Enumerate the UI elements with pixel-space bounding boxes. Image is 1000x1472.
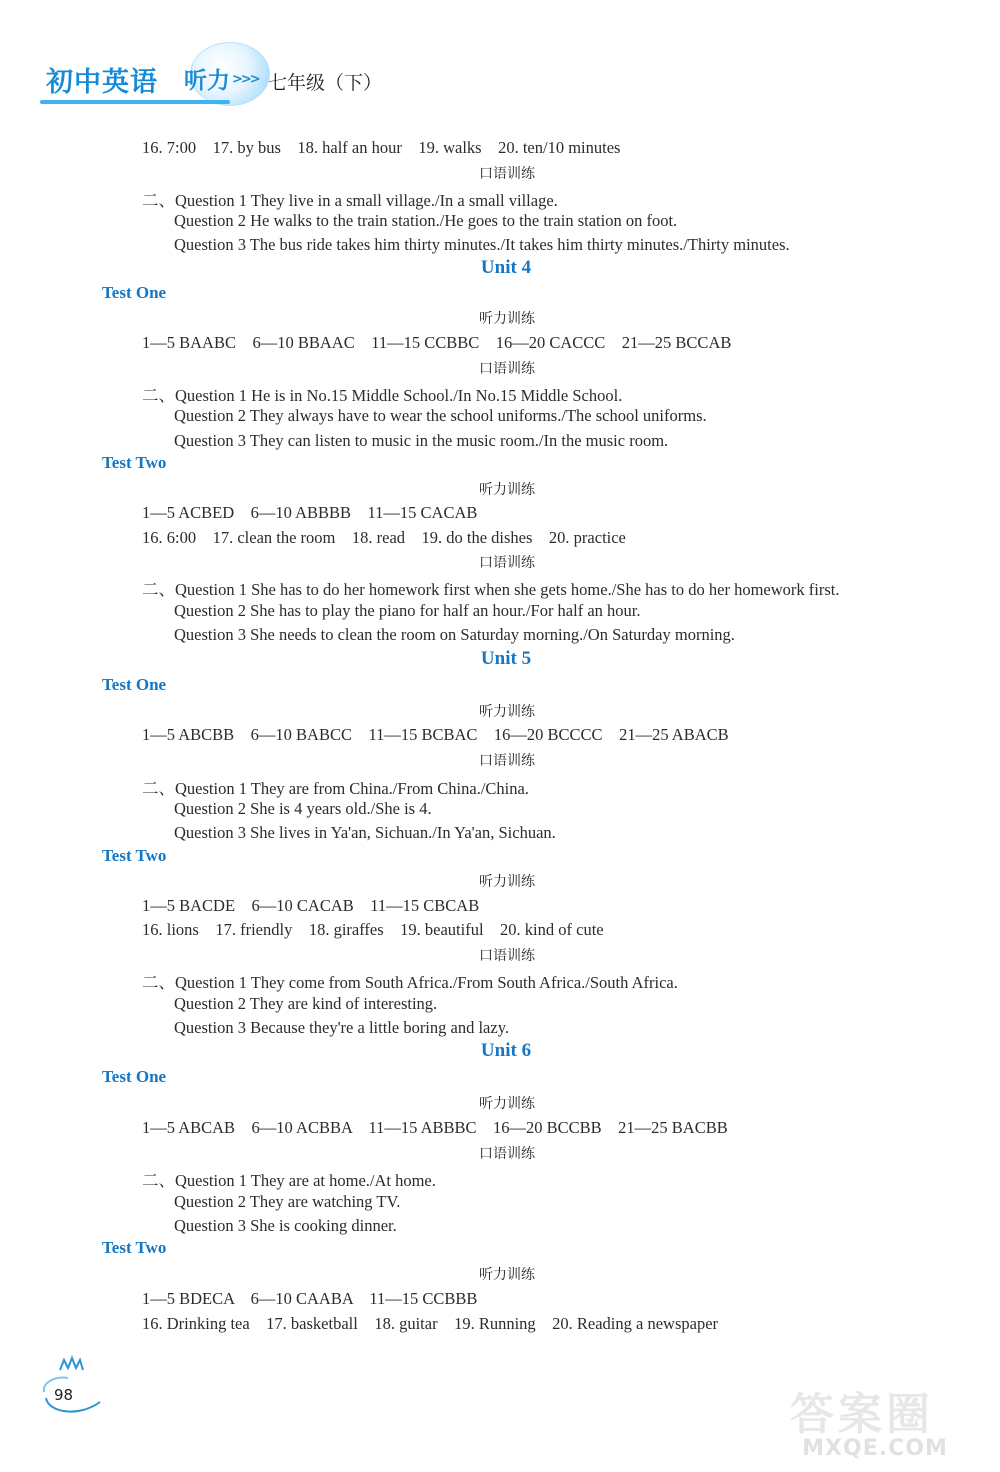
answer-line: 1—5 ABCBB 6—10 BABCC 11—15 BCBAC 16—20 BCCCC 21—25 ABACB (142, 725, 729, 744)
section-label: 听力训练 (479, 704, 535, 720)
answer-line: 二、Question 1 She has to do her homework first when she gets home./She has to do her homework first. (142, 580, 840, 599)
test-heading: Test Two (102, 846, 167, 865)
section-label: 听力训练 (479, 874, 535, 890)
watermark-logo: 答案圈 (790, 1389, 934, 1440)
section-label: 口语训练 (479, 166, 535, 182)
section-label: 口语训练 (479, 948, 535, 964)
page-header (40, 42, 460, 112)
answer-line: Question 3 They can listen to music in the music room./In the music room. (174, 431, 669, 450)
answer-line: 二、Question 1 He is in No.15 Middle School./In No.15 Middle School. (142, 386, 623, 405)
unit-heading: Unit 5 (480, 648, 532, 669)
book-subtitle: 听力 (184, 68, 230, 94)
section-label: 口语训练 (479, 753, 535, 769)
answer-line: 1—5 BACDE 6—10 CACAB 11—15 CBCAB (142, 896, 480, 915)
answer-line: 16. 6:00 17. clean the room 18. read 19. do the dishes 20. practice (142, 528, 626, 547)
answer-line: Question 3 Because they're a little boring and lazy. (174, 1018, 510, 1037)
test-heading: Test Two (102, 453, 167, 472)
watermark-url: MXQE.COM (802, 1436, 948, 1461)
answer-line: 16. Drinking tea 17. basketball 18. guitar 19. Running 20. Reading a newspaper (142, 1314, 719, 1333)
unit-heading: Unit 6 (480, 1040, 532, 1061)
answer-line: Question 2 She has to play the piano for half an hour./For half an hour. (174, 601, 641, 620)
answer-line: Question 3 She lives in Ya'an, Sichuan./In Ya'an, Sichuan. (174, 823, 556, 842)
answer-line: Question 2 They always have to wear the school uniforms./The school uniforms. (174, 406, 707, 425)
answer-line: 二、Question 1 They come from South Africa./From South Africa./South Africa. (142, 973, 678, 992)
answer-line: 1—5 BAABC 6—10 BBAAC 11—15 CCBBC 16—20 CACCC 21—25 BCCAB (142, 333, 732, 352)
section-label: 口语训练 (479, 361, 535, 377)
section-label: 听力训练 (479, 311, 535, 327)
header-underline (40, 100, 230, 104)
answer-line: Question 3 The bus ride takes him thirty minutes./It takes him thirty minutes./Thirty minutes. (174, 235, 790, 254)
answer-line: 16. 7:00 17. by bus 18. half an hour 19. walks 20. ten/10 minutes (142, 138, 621, 157)
answer-line: 1—5 ABCAB 6—10 ACBBA 11—15 ABBBC 16—20 BCCBB 21—25 BACBB (142, 1118, 728, 1137)
answer-line: Question 2 He walks to the train station./He goes to the train station on foot. (174, 211, 678, 230)
answer-line: 1—5 ACBED 6—10 ABBBB 11—15 CACAB (142, 503, 478, 522)
answer-line: 16. lions 17. friendly 18. giraffes 19. beautiful 20. kind of cute (142, 920, 604, 939)
section-label: 口语训练 (479, 1146, 535, 1162)
answer-line: Question 3 She needs to clean the room on Saturday morning./On Saturday morning. (174, 625, 735, 644)
unit-heading: Unit 4 (480, 257, 532, 278)
test-heading: Test One (102, 675, 167, 694)
grade-label: 七年级（下） (268, 72, 383, 94)
answer-line: Question 2 They are watching TV. (174, 1192, 401, 1211)
chevron-right-icon: >>> (232, 72, 259, 87)
answer-line: 二、Question 1 They are at home./At home. (142, 1171, 436, 1190)
answer-line: Question 3 She is cooking dinner. (174, 1216, 397, 1235)
test-heading: Test One (102, 1067, 167, 1086)
test-heading: Test One (102, 283, 167, 302)
answer-line: Question 2 She is 4 years old./She is 4. (174, 799, 432, 818)
page-number: 98 (54, 1386, 74, 1404)
section-label: 口语训练 (479, 555, 535, 571)
section-label: 听力训练 (479, 482, 535, 498)
section-label: 听力训练 (479, 1267, 535, 1283)
section-label: 听力训练 (479, 1096, 535, 1112)
answer-line: 1—5 BDECA 6—10 CAABA 11—15 CCBBB (142, 1289, 478, 1308)
test-heading: Test Two (102, 1238, 167, 1257)
answer-line: 二、Question 1 They live in a small village./In a small village. (142, 191, 558, 210)
watermark (770, 1378, 980, 1466)
book-title: 初中英语 (46, 67, 158, 98)
answer-line: 二、Question 1 They are from China./From China./China. (142, 779, 529, 798)
answer-line: Question 2 They are kind of interesting. (174, 994, 438, 1013)
